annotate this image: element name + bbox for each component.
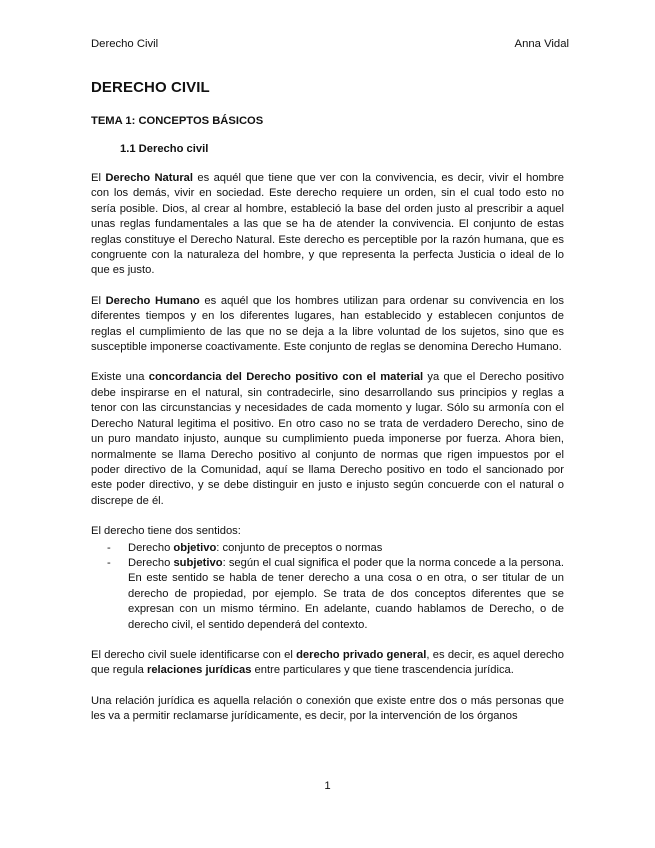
topic-heading: TEMA 1: CONCEPTOS BÁSICOS bbox=[91, 115, 264, 127]
term-objetivo: objetivo bbox=[173, 541, 217, 554]
page-number: 1 bbox=[324, 780, 331, 792]
term-derecho-privado-general: derecho privado general bbox=[296, 648, 427, 661]
header-subject: Derecho Civil bbox=[91, 38, 159, 50]
term-concordancia: concordancia del Derecho positivo con el material bbox=[148, 371, 424, 384]
header-author: Anna Vidal bbox=[514, 38, 569, 50]
document-body bbox=[91, 79, 564, 740]
paragraph-derecho-civil: El derecho civil suele identificarse con el derecho privado general, es decir, es aquel derecho que regula relaciones jurídicas entre particulares y que tiene trascendencia jurídica. bbox=[91, 648, 564, 677]
paragraph-concordancia: Existe una concordancia del Derecho positivo con el material ya que el Derecho positivo debe inspirarse en el natural, sin contradecirle, sino desarrollando sus principios y reglas a tenor con las circunstancias y necesidades de cada momento y lugar. Sólo su armonía con el Derecho Natural legitima el positivo. En otro caso no se trata de verdadero Derecho, sino de un puro mandato injusto, aunque su cumplimiento pueda imponerse por fuerza. Ahora bien, normalmente se llama Derecho positivo al conjunto de normas que rigen impuestos por el poder directivo de la Comunidad, aquí se llama Derecho positivo en todo el sancionado por este poder directivo, y se debe distinguir en justo e injusto según concuerde con el natural o discrepe de él. bbox=[91, 371, 564, 507]
senses-intro: El derecho tiene dos sentidos: bbox=[91, 525, 241, 538]
senses-list bbox=[91, 541, 564, 633]
list-item-subjetivo: - Derecho subjetivo: según el cual significa el poder que la norma concede a la persona. En este sentido se habla de tener derecho a una cosa o en otra, o ser titular de un derecho de propiedad, por ejemplo. Se trata de dos conceptos diferentes que se expresan con un mismo término. En adelante, cuando hablamos de Derecho, o de derecho civil, el sentido dependerá del contexto. bbox=[128, 556, 564, 633]
paragraph-derecho-humano: El Derecho Humano es aquél que los hombres utilizan para ordenar su convivencia en los diferentes tiempos y en los diferentes lugares, han establecido y establecen conjuntos de reglas el cumplimiento de las que no se deja a la libre voluntad de los sujetos, sino que es susceptible imponerse coactivamente. Este conjunto de reglas se denomina Derecho Humano. bbox=[91, 294, 564, 354]
running-header bbox=[91, 38, 569, 50]
paragraph-relacion-juridica: Una relación jurídica es aquella relación o conexión que existe entre dos o más personas que les va a permitir reclamarse jurídicamente, es decir, por la intervención de los órganos bbox=[91, 694, 564, 723]
document-title: DERECHO CIVIL bbox=[91, 79, 210, 96]
term-derecho-natural: Derecho Natural bbox=[105, 172, 194, 184]
term-relaciones-juridicas: relaciones jurídicas bbox=[146, 664, 252, 677]
term-subjetivo: subjetivo bbox=[173, 556, 223, 569]
list-item-objetivo: - Derecho objetivo: conjunto de preceptos o normas bbox=[128, 541, 564, 556]
paragraph-derecho-natural: El Derecho Natural es aquél que tiene que ver con la convivencia, es decir, vivir el hombre con los demás, vivir en sociedad. Este derecho requiere un orden, sin el cual todo esto no sería posible. Dios, al crear al hombre, estableció la base del orden justo al prescribir a aquel unas reglas fundamentales a las que se ha de atender la convivencia. El conjunto de estas reglas constituye el Derecho Natural. Este derecho es perceptible por la razón humana, que es congruente con la naturaleza del hombre, y que representa la perfecta Justicia o ideal de lo que es justo. bbox=[91, 172, 564, 277]
subsection-heading: 1.1 Derecho civil bbox=[120, 143, 209, 155]
term-derecho-humano: Derecho Humano bbox=[105, 294, 200, 307]
